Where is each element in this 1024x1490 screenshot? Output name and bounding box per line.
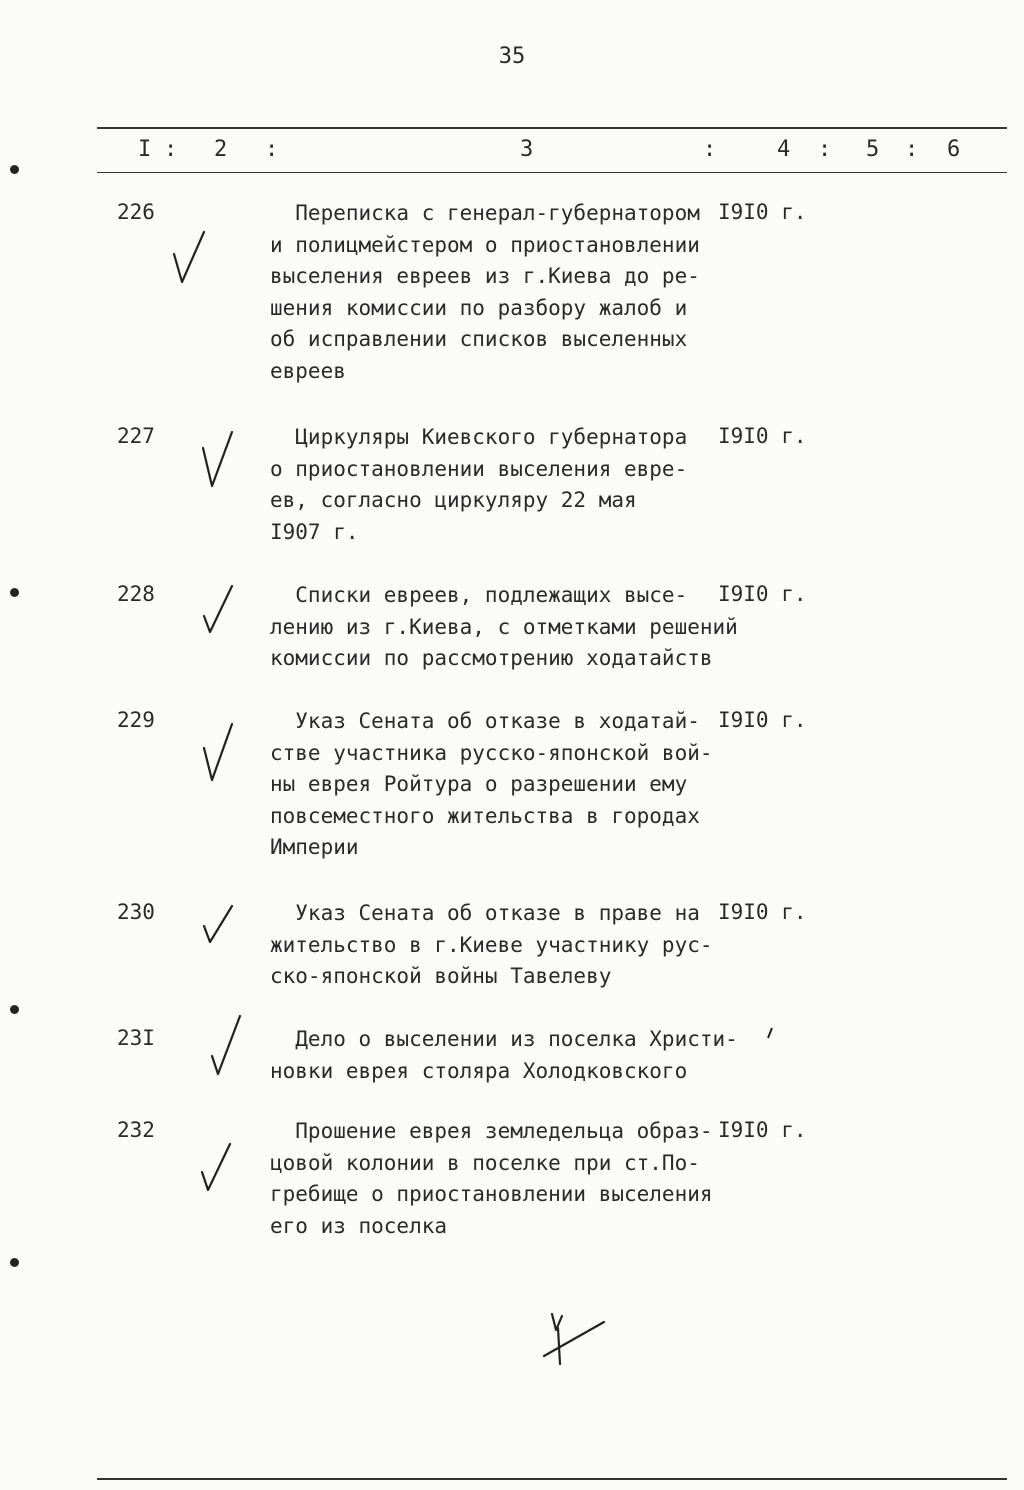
entry-number: 23I xyxy=(117,1026,155,1050)
column-separator: : xyxy=(905,137,919,162)
entry-number: 229 xyxy=(117,708,155,732)
entry-date: I9I0 г. xyxy=(718,200,807,224)
entry-number: 230 xyxy=(117,900,155,924)
header-bottom-rule xyxy=(97,172,1007,173)
column-header-3: 3 xyxy=(520,137,534,162)
check-mark-icon xyxy=(198,428,238,492)
page-number: 35 xyxy=(498,44,526,69)
punch-hole-icon xyxy=(10,588,19,597)
entry-number: 228 xyxy=(117,582,155,606)
entry-number: 232 xyxy=(117,1118,155,1142)
column-separator: : xyxy=(265,137,279,162)
entry-number: 227 xyxy=(117,424,155,448)
punch-hole-icon xyxy=(10,1005,19,1014)
signature-mark-icon xyxy=(540,1310,610,1370)
entry-description: Переписка с генерал-губернатором и полицмейстером о приостановлении выселения евреев из г.Киева до ре- шения комиссии по разбору жалоб и об исправлении списков выселенных евреев xyxy=(270,201,700,383)
check-mark-icon xyxy=(170,228,210,286)
column-separator: : xyxy=(164,137,178,162)
header-top-rule xyxy=(97,127,1007,129)
entry-description: Указ Сената об отказе в праве на жительство в г.Киеве участнику рус- ско-японской войны Тавелеву xyxy=(270,901,713,988)
entry-date: I9I0 г. xyxy=(718,1118,807,1142)
entry-date: I9I0 г. xyxy=(718,424,807,448)
check-mark-icon xyxy=(196,1140,236,1196)
column-header-6: 6 xyxy=(947,137,961,162)
entry-date: I9I0 г. xyxy=(718,900,807,924)
column-separator: : xyxy=(818,137,832,162)
entry-date: I9I0 г. xyxy=(718,708,807,732)
tick-mark-icon xyxy=(764,1026,776,1042)
entry-description: Прошение еврея земледельца образ- цовой колонии в поселке при ст.По- гребище о приостановлении выселения его из поселка xyxy=(270,1119,713,1238)
entry-description: Указ Сената об отказе в ходатай- стве участника русско-японской вой- ны еврея Ройтура о разрешении ему повсеместного жительства в городах Империи xyxy=(270,709,713,859)
column-header-2: 2 xyxy=(214,137,228,162)
entry-date: I9I0 г. xyxy=(718,582,807,606)
column-header-4: 4 xyxy=(777,137,791,162)
entry-description: Дело о выселении из поселка Христи- новки еврея столяра Холодковского xyxy=(270,1027,738,1083)
check-mark-icon xyxy=(198,720,238,786)
check-mark-icon xyxy=(206,1012,246,1078)
entry-description: Списки евреев, подлежащих высе- лению из г.Киева, с отметками решений комиссии по рассмотрению ходатайств xyxy=(270,583,738,670)
punch-hole-icon xyxy=(10,1258,19,1267)
punch-hole-icon xyxy=(10,165,19,174)
column-separator: : xyxy=(703,137,717,162)
check-mark-icon xyxy=(198,902,238,948)
page-bottom-rule xyxy=(97,1478,1007,1480)
column-header-5: 5 xyxy=(866,137,880,162)
check-mark-icon xyxy=(198,582,238,638)
entry-number: 226 xyxy=(117,200,155,224)
column-header-1: I xyxy=(138,137,152,162)
entry-description: Циркуляры Киевского губернатора о приостановлении выселения евре- ев, согласно циркуляру 22 мая I907 г. xyxy=(270,425,688,544)
